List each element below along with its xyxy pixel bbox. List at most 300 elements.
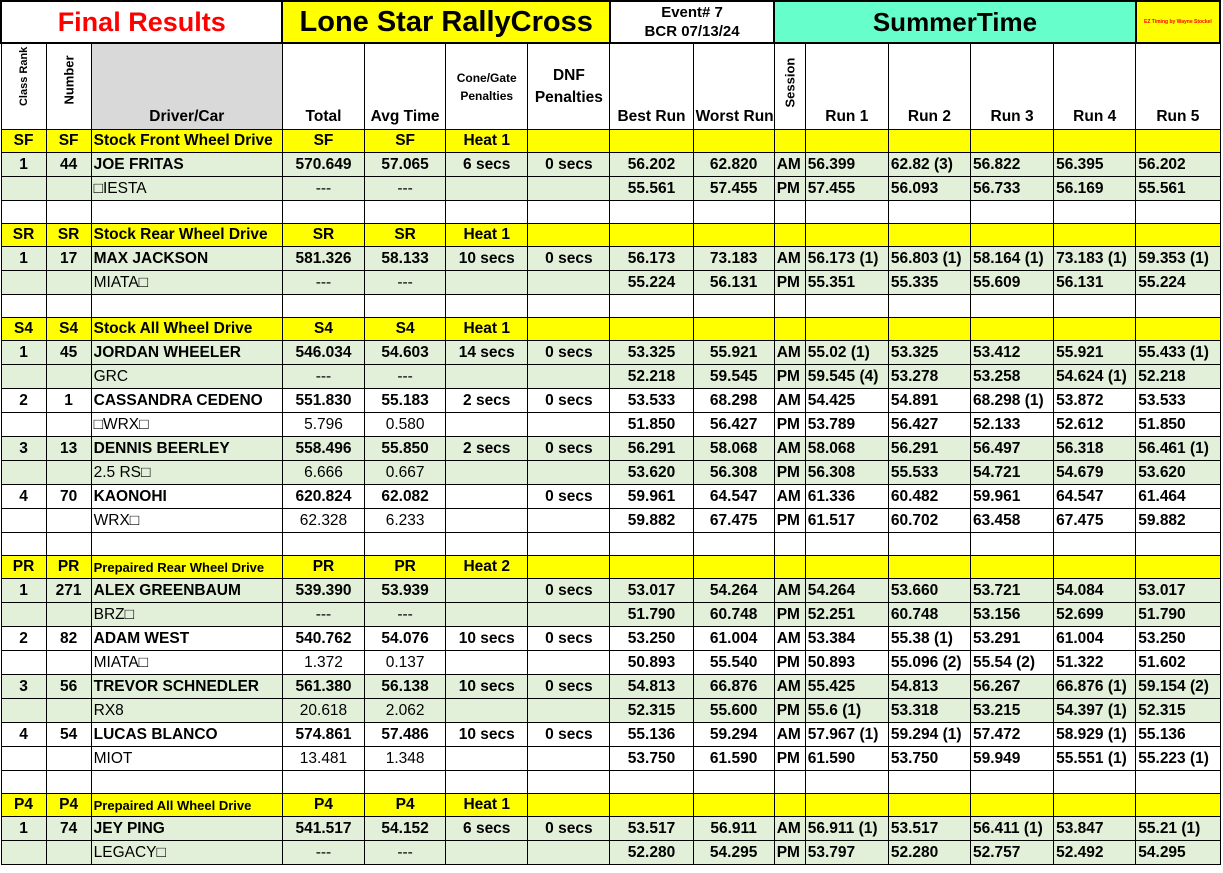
empty-cell (1136, 130, 1220, 153)
avg-time: 54.603 (365, 341, 446, 365)
diff-total: 62.328 (282, 509, 364, 533)
empty-cell (282, 295, 364, 318)
empty-cell (774, 533, 805, 556)
run-time: 53.412 (970, 341, 1053, 365)
empty-cell (610, 318, 693, 341)
car-number: 70 (46, 485, 91, 509)
empty-cell (970, 794, 1053, 817)
empty-cell (1054, 318, 1136, 341)
event-title: Lone Star RallyCross (282, 1, 610, 43)
diff-total: --- (282, 841, 364, 865)
total-time: 540.762 (282, 627, 364, 651)
car-row (1, 413, 1220, 437)
empty-cell (528, 201, 610, 224)
best-run-pm: 53.620 (610, 461, 693, 485)
event-number: Event# 7 (661, 4, 723, 21)
run-time: 73.183 (1) (1054, 247, 1136, 271)
empty-cell (46, 461, 91, 485)
run-time: 53.797 (805, 841, 888, 865)
worst-run-pm: 56.131 (693, 271, 774, 295)
diff-total: 20.618 (282, 699, 364, 723)
empty-cell (46, 177, 91, 201)
class-header-row (1, 794, 1220, 817)
event-date: BCR 07/13/24 (644, 23, 740, 40)
run-time: 54.295 (1136, 841, 1220, 865)
car-model: WRX□ (91, 509, 282, 533)
empty-cell (528, 841, 610, 865)
empty-cell (693, 533, 774, 556)
run-time: 64.547 (1054, 485, 1136, 509)
run-time: 55.433 (1) (1136, 341, 1220, 365)
final-results-title: Final Results (1, 1, 282, 43)
run-time: 52.218 (1136, 365, 1220, 389)
run-time: 56.308 (805, 461, 888, 485)
worst-run-pm: 56.308 (693, 461, 774, 485)
class-heat: Heat 1 (446, 318, 528, 341)
car-row (1, 177, 1220, 201)
worst-run-am: 62.820 (693, 153, 774, 177)
run-time: 53.156 (970, 603, 1053, 627)
car-row (1, 509, 1220, 533)
empty-cell (693, 130, 774, 153)
empty-cell (1136, 318, 1220, 341)
diff-avg: 6.233 (365, 509, 446, 533)
spacer-row (1, 295, 1220, 318)
best-run-pm: 55.224 (610, 271, 693, 295)
empty-cell (774, 224, 805, 247)
run-time: 53.789 (805, 413, 888, 437)
run-time: 53.250 (1136, 627, 1220, 651)
driver-car-header: Driver/Car (91, 43, 282, 130)
driver-name: CASSANDRA CEDENO (91, 389, 282, 413)
empty-cell (805, 533, 888, 556)
diff-total: 1.372 (282, 651, 364, 675)
empty-cell (774, 318, 805, 341)
driver-name: JOE FRITAS (91, 153, 282, 177)
avg-time: 55.183 (365, 389, 446, 413)
car-model: MIATA□ (91, 271, 282, 295)
avg-time: 54.152 (365, 817, 446, 841)
empty-cell (888, 224, 970, 247)
driver-name: ALEX GREENBAUM (91, 579, 282, 603)
run-time: 56.497 (970, 437, 1053, 461)
empty-cell (282, 533, 364, 556)
class-code: P4 (365, 794, 446, 817)
run2-header: Run 2 (888, 43, 970, 130)
empty-cell (91, 771, 282, 794)
session-am: AM (774, 817, 805, 841)
class-code: P4 (46, 794, 91, 817)
diff-total: --- (282, 271, 364, 295)
run-time: 54.624 (1) (1054, 365, 1136, 389)
dnf-penalties: 0 secs (528, 579, 610, 603)
diff-total: 6.666 (282, 461, 364, 485)
empty-cell (91, 533, 282, 556)
avg-time: 54.076 (365, 627, 446, 651)
spacer-row (1, 201, 1220, 224)
empty-cell (1, 201, 46, 224)
worst-run-am: 61.004 (693, 627, 774, 651)
best-run-pm: 50.893 (610, 651, 693, 675)
driver-name: TREVOR SCHNEDLER (91, 675, 282, 699)
session-am: AM (774, 723, 805, 747)
car-row (1, 271, 1220, 295)
class-heat: Heat 2 (446, 556, 528, 579)
spacer-row (1, 771, 1220, 794)
empty-cell (528, 271, 610, 295)
class-rank: 4 (1, 723, 46, 747)
run-time: 56.318 (1054, 437, 1136, 461)
class-name: Prepaired Rear Wheel Drive (91, 556, 282, 579)
class-code: PR (282, 556, 364, 579)
worst-run-am: 66.876 (693, 675, 774, 699)
run-time: 55.6 (1) (805, 699, 888, 723)
empty-cell (1054, 771, 1136, 794)
driver-name: MAX JACKSON (91, 247, 282, 271)
best-run-am: 53.017 (610, 579, 693, 603)
empty-cell (446, 177, 528, 201)
empty-cell (1136, 295, 1220, 318)
empty-cell (693, 201, 774, 224)
empty-cell (446, 699, 528, 723)
class-rank: 4 (1, 485, 46, 509)
empty-cell (446, 603, 528, 627)
class-rank: 1 (1, 247, 46, 271)
empty-cell (46, 365, 91, 389)
empty-cell (610, 794, 693, 817)
car-row (1, 461, 1220, 485)
empty-cell (774, 295, 805, 318)
avg-time-header: Avg Time (365, 43, 446, 130)
run-time: 59.545 (4) (805, 365, 888, 389)
run5-header: Run 5 (1136, 43, 1220, 130)
run-time: 59.882 (1136, 509, 1220, 533)
empty-cell (805, 295, 888, 318)
session-am: AM (774, 153, 805, 177)
empty-cell (693, 295, 774, 318)
driver-name: KAONOHI (91, 485, 282, 509)
run-time: 53.318 (888, 699, 970, 723)
run-time: 56.803 (1) (888, 247, 970, 271)
best-run-pm: 51.850 (610, 413, 693, 437)
worst-run-pm: 55.600 (693, 699, 774, 723)
empty-cell (365, 295, 446, 318)
best-run-pm: 52.315 (610, 699, 693, 723)
empty-cell (970, 295, 1053, 318)
run-time: 58.929 (1) (1054, 723, 1136, 747)
run-time: 61.004 (1054, 627, 1136, 651)
best-run-pm: 52.218 (610, 365, 693, 389)
run-time: 53.847 (1054, 817, 1136, 841)
run-time: 59.961 (970, 485, 1053, 509)
run-time: 52.612 (1054, 413, 1136, 437)
diff-avg: 0.580 (365, 413, 446, 437)
empty-cell (610, 130, 693, 153)
empty-cell (1, 365, 46, 389)
total-time: 558.496 (282, 437, 364, 461)
empty-cell (528, 365, 610, 389)
run-time: 52.251 (805, 603, 888, 627)
empty-cell (446, 509, 528, 533)
empty-cell (970, 533, 1053, 556)
empty-cell (46, 747, 91, 771)
run-time: 54.084 (1054, 579, 1136, 603)
run-time: 56.911 (1) (805, 817, 888, 841)
session-pm: PM (774, 747, 805, 771)
run-time: 53.258 (970, 365, 1053, 389)
empty-cell (1, 461, 46, 485)
worst-run-pm: 60.748 (693, 603, 774, 627)
empty-cell (970, 771, 1053, 794)
run-time: 56.427 (888, 413, 970, 437)
best-run-am: 56.291 (610, 437, 693, 461)
cone-penalties (446, 485, 528, 509)
run-time: 52.757 (970, 841, 1053, 865)
driver-row (1, 579, 1220, 603)
run-time: 55.425 (805, 675, 888, 699)
empty-cell (805, 771, 888, 794)
empty-cell (528, 413, 610, 437)
driver-row (1, 437, 1220, 461)
empty-cell (446, 295, 528, 318)
session-pm: PM (774, 509, 805, 533)
class-heat: Heat 1 (446, 130, 528, 153)
empty-cell (805, 556, 888, 579)
empty-cell (1, 509, 46, 533)
worst-run-am: 64.547 (693, 485, 774, 509)
class-header-row (1, 556, 1220, 579)
empty-cell (446, 651, 528, 675)
run-time: 55.54 (2) (970, 651, 1053, 675)
dnf-penalties: 0 secs (528, 627, 610, 651)
empty-cell (1, 651, 46, 675)
run-time: 51.790 (1136, 603, 1220, 627)
run-time: 55.609 (970, 271, 1053, 295)
class-code: P4 (282, 794, 364, 817)
worst-run-pm: 67.475 (693, 509, 774, 533)
run-time: 52.280 (888, 841, 970, 865)
driver-name: JEY PING (91, 817, 282, 841)
run-time: 56.169 (1054, 177, 1136, 201)
empty-cell (970, 224, 1053, 247)
empty-cell (1, 177, 46, 201)
run-time: 53.517 (888, 817, 970, 841)
run-time: 52.699 (1054, 603, 1136, 627)
run-time: 61.464 (1136, 485, 1220, 509)
empty-cell (46, 295, 91, 318)
cone-penalties: 10 secs (446, 247, 528, 271)
best-run-am: 56.202 (610, 153, 693, 177)
empty-cell (805, 201, 888, 224)
car-model: 2.5 RS□ (91, 461, 282, 485)
avg-time: 57.486 (365, 723, 446, 747)
driver-row (1, 389, 1220, 413)
run-time: 57.472 (970, 723, 1053, 747)
car-number: 13 (46, 437, 91, 461)
run-time: 56.202 (1136, 153, 1220, 177)
run-time: 55.224 (1136, 271, 1220, 295)
best-run-pm: 53.750 (610, 747, 693, 771)
empty-cell (1136, 556, 1220, 579)
run-time: 54.425 (805, 389, 888, 413)
class-name: Stock Rear Wheel Drive (91, 224, 282, 247)
cone-penalties: 2 secs (446, 389, 528, 413)
empty-cell (1136, 771, 1220, 794)
empty-cell (46, 271, 91, 295)
car-model: RX8 (91, 699, 282, 723)
session-pm: PM (774, 365, 805, 389)
empty-cell (528, 556, 610, 579)
session-pm: PM (774, 651, 805, 675)
empty-cell (970, 556, 1053, 579)
driver-name: DENNIS BEERLEY (91, 437, 282, 461)
class-code: PR (365, 556, 446, 579)
empty-cell (46, 201, 91, 224)
driver-name: JORDAN WHEELER (91, 341, 282, 365)
session-pm: PM (774, 413, 805, 437)
empty-cell (1, 699, 46, 723)
session-am: AM (774, 627, 805, 651)
empty-cell (610, 201, 693, 224)
empty-cell (805, 318, 888, 341)
run-time: 61.517 (805, 509, 888, 533)
dnf-penalties: 0 secs (528, 723, 610, 747)
run-time: 67.475 (1054, 509, 1136, 533)
run-time: 56.733 (970, 177, 1053, 201)
run-time: 51.322 (1054, 651, 1136, 675)
run1-header: Run 1 (805, 43, 888, 130)
empty-cell (1054, 201, 1136, 224)
car-number: 82 (46, 627, 91, 651)
best-run-am: 53.517 (610, 817, 693, 841)
worst-run-am: 59.294 (693, 723, 774, 747)
class-code: SF (1, 130, 46, 153)
total-time: 541.517 (282, 817, 364, 841)
class-name: Prepaired All Wheel Drive (91, 794, 282, 817)
empty-cell (91, 201, 282, 224)
empty-cell (446, 201, 528, 224)
empty-cell (610, 295, 693, 318)
run-time: 55.38 (1) (888, 627, 970, 651)
run-time: 53.620 (1136, 461, 1220, 485)
session-pm: PM (774, 271, 805, 295)
session-am: AM (774, 247, 805, 271)
run-time: 60.748 (888, 603, 970, 627)
run-time: 63.458 (970, 509, 1053, 533)
run-time: 56.461 (1) (1136, 437, 1220, 461)
empty-cell (1, 841, 46, 865)
worst-run-am: 73.183 (693, 247, 774, 271)
empty-cell (528, 224, 610, 247)
empty-cell (528, 461, 610, 485)
car-number: 1 (46, 389, 91, 413)
dnf-penalties: 0 secs (528, 437, 610, 461)
run-time: 52.315 (1136, 699, 1220, 723)
worst-run-am: 58.068 (693, 437, 774, 461)
class-rank: 3 (1, 437, 46, 461)
empty-cell (1136, 201, 1220, 224)
empty-cell (365, 533, 446, 556)
empty-cell (1054, 130, 1136, 153)
timing-credit: EZ Timing by Wayne Stockel (1136, 1, 1220, 43)
total-header: Total (282, 43, 364, 130)
empty-cell (528, 318, 610, 341)
total-time: 546.034 (282, 341, 364, 365)
session-am: AM (774, 341, 805, 365)
class-code: S4 (282, 318, 364, 341)
run-time: 54.679 (1054, 461, 1136, 485)
run-time: 66.876 (1) (1054, 675, 1136, 699)
run-time: 52.492 (1054, 841, 1136, 865)
class-rank: 2 (1, 627, 46, 651)
best-run-pm: 59.882 (610, 509, 693, 533)
empty-cell (774, 556, 805, 579)
run-time: 56.267 (970, 675, 1053, 699)
empty-cell (774, 794, 805, 817)
session-am: AM (774, 485, 805, 509)
run-time: 57.455 (805, 177, 888, 201)
empty-cell (46, 771, 91, 794)
empty-cell (446, 747, 528, 771)
cone-penalties: 2 secs (446, 437, 528, 461)
best-run-pm: 55.561 (610, 177, 693, 201)
empty-cell (91, 295, 282, 318)
empty-cell (528, 177, 610, 201)
driver-row (1, 817, 1220, 841)
empty-cell (446, 365, 528, 389)
worst-run-am: 56.911 (693, 817, 774, 841)
run-time: 58.164 (1) (970, 247, 1053, 271)
total-time: 539.390 (282, 579, 364, 603)
diff-total: 5.796 (282, 413, 364, 437)
run-time: 59.949 (970, 747, 1053, 771)
empty-cell (805, 794, 888, 817)
empty-cell (528, 533, 610, 556)
run-time: 59.353 (1) (1136, 247, 1220, 271)
class-code: SF (365, 130, 446, 153)
run-time: 56.131 (1054, 271, 1136, 295)
empty-cell (46, 533, 91, 556)
run-time: 53.215 (970, 699, 1053, 723)
empty-cell (888, 318, 970, 341)
empty-cell (528, 794, 610, 817)
run-time: 55.351 (805, 271, 888, 295)
run-time: 51.850 (1136, 413, 1220, 437)
worst-run-am: 68.298 (693, 389, 774, 413)
empty-cell (446, 533, 528, 556)
car-number: 17 (46, 247, 91, 271)
run-time: 55.533 (888, 461, 970, 485)
empty-cell (1, 533, 46, 556)
dnf-penalties: 0 secs (528, 247, 610, 271)
empty-cell (1136, 533, 1220, 556)
best-run-am: 53.325 (610, 341, 693, 365)
total-time: 561.380 (282, 675, 364, 699)
car-number: 44 (46, 153, 91, 177)
worst-run-am: 54.264 (693, 579, 774, 603)
run-time: 56.411 (1) (970, 817, 1053, 841)
car-model: □IESTA (91, 177, 282, 201)
session-am: AM (774, 437, 805, 461)
run-time: 61.336 (805, 485, 888, 509)
empty-cell (46, 651, 91, 675)
best-run-header: Best Run (610, 43, 693, 130)
diff-total: 13.481 (282, 747, 364, 771)
empty-cell (1054, 295, 1136, 318)
cone-penalties: 10 secs (446, 723, 528, 747)
empty-cell (446, 841, 528, 865)
car-row (1, 699, 1220, 723)
